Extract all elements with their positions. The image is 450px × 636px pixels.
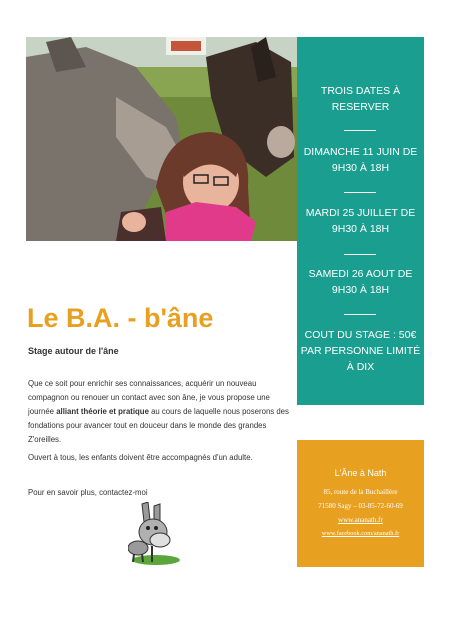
city-phone: 71580 Sagy – 03-85-72-60-69 xyxy=(318,502,403,510)
address: 85, route de la Buchaillère xyxy=(323,488,398,496)
intro-bold: alliant théorie et pratique xyxy=(56,407,149,416)
facebook-link[interactable]: www.facebook.com/ananath.fr xyxy=(321,530,400,537)
donkey-illustration xyxy=(128,502,184,566)
separator xyxy=(344,314,376,315)
subtitle: Stage autour de l'âne xyxy=(28,346,119,356)
donkeys-photo xyxy=(26,37,297,241)
intro-paragraph xyxy=(28,377,290,447)
page-title: Le B.A. - b'âne xyxy=(27,303,214,333)
website-link[interactable]: www.ananath.fr xyxy=(338,516,383,524)
separator xyxy=(344,130,376,131)
separator xyxy=(344,254,376,255)
date-1: DIMANCHE 11 JUIN DE 9H30 À 18H xyxy=(303,146,418,174)
business-name: L'Âne à Nath xyxy=(334,468,387,478)
separator xyxy=(344,192,376,193)
schedule-panel xyxy=(297,37,424,405)
date-2: MARDI 25 JUILLET DE 9H30 À 18H xyxy=(305,207,416,235)
schedule-heading: TROIS DATES À RESERVER xyxy=(320,85,401,113)
intro-text-start: Que ce soit pour enrichir ses connaissances, acquérir un nouveau compagnon ou renouer un contact avec son âne, je vous propose une journée xyxy=(28,379,270,416)
audience-paragraph: Ouvert à tous, les enfants doivent être accompagnés d'un adulte. xyxy=(28,453,253,462)
contact-paragraph: Pour en savoir plus, contactez-moi xyxy=(28,488,148,497)
intro-text-end: au cours de laquelle nous poserons des fondations pour avancer tout en douceur dans le monde des grandes Z'oreilles. xyxy=(28,407,289,444)
price: COUT DU STAGE : 50€ PAR PERSONNE LIMITÉ À DIX xyxy=(300,329,421,373)
date-3: SAMEDI 26 AOUT DE 9H30 À 18H xyxy=(308,268,413,296)
contact-panel xyxy=(297,440,424,567)
